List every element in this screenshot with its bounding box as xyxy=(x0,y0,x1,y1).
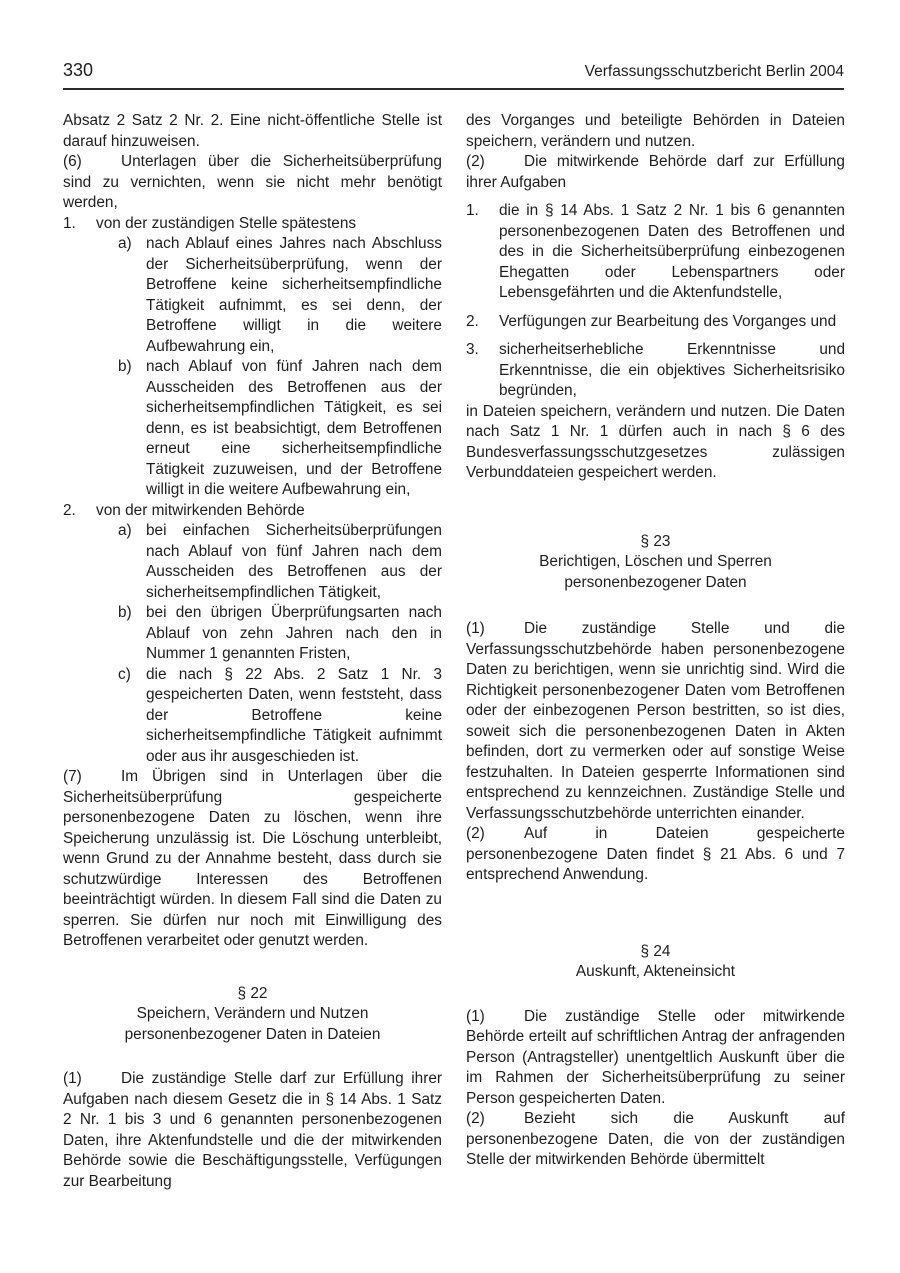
paragraph-text: Bezieht sich die Auskunft auf personenbezogene Daten, die von der zuständigen Stelle der mitwirkenden Behörde übermittelt xyxy=(466,1110,845,1168)
list-marker: b) xyxy=(118,604,132,621)
list-marker: a) xyxy=(118,235,132,252)
two-column-body xyxy=(0,90,900,1192)
list-item-text: die nach § 22 Abs. 2 Satz 1 Nr. 3 gespeicherten Daten, wenn feststeht, dass der Betroffene keine sicherheitsempfindliche Tätigkeit aufnimmt oder aus ihr ausgeschieden ist. xyxy=(146,665,442,765)
list-item-text: von der zuständigen Stelle spätestens xyxy=(96,214,357,232)
paragraph-abs6 xyxy=(63,152,442,214)
paragraph-22-abs1 xyxy=(63,1069,442,1192)
list-item-text: nach Ablauf von fünf Jahren nach dem Ausscheiden des Betroffenen aus der sicherheitsempfindlichen Tätigkeit, es sei denn, es ist beabsichtigt, dem Betroffenen erneut eine sicherheitsempfindliche Tätigkeit zuzuweisen, und der Betroffene willigt in die weitere Aufbewahrung ein, xyxy=(146,358,442,498)
section-title-line: Auskunft, Akteneinsicht xyxy=(575,963,736,980)
section-heading-23 xyxy=(466,532,845,594)
section-title-line: personenbezogener Daten in Dateien xyxy=(124,1025,381,1043)
list-item-2b xyxy=(118,603,442,665)
left-column xyxy=(63,111,442,1192)
list-item-1 xyxy=(466,201,845,304)
paragraph-number: (2) xyxy=(466,1110,485,1127)
list-marker: c) xyxy=(118,665,131,683)
paragraph-text: Die zuständige Stelle darf zur Erfüllung ihrer Aufgaben nach diesem Gesetz die in § 14 Abs. 1 Satz 2 Nr. 1 bis 3 und 6 genannten personenbezogenen Daten, ihre Aktenfundstelle und die der mitwirkenden Behörde sowie die Beschäftigungsstelle, Verfügungen zur Bearbeitung xyxy=(63,1070,442,1190)
section-title-line: personenbezogener Daten xyxy=(564,573,747,591)
paragraph-text: Im Übrigen sind in Unterlagen über die Sicherheitsüberprüfung gespeicherte personenbezogene Daten zu löschen, wenn ihre Speicherung unzulässig ist. Die Löschung unterbleibt, wenn Grund zu der Annahme besteht, dass durch sie schutzwürdige Interessen des Betroffenen beeinträchtigt würden. In diesem Fall sind die Daten zu sperren. Sie dürfen nur noch mit Einwilligung des Betroffenen verarbeitet oder genutzt werden. xyxy=(63,768,442,949)
section-heading-24 xyxy=(466,942,845,983)
list-item-1b xyxy=(118,357,442,501)
list-item-text: sicherheitserhebliche Erkenntnisse und Erkenntnisse, die ein objektives Sicherheitsrisiko begründen, xyxy=(499,341,845,399)
list-item-2 xyxy=(63,501,442,522)
section-title-line: Berichtigen, Löschen und Sperren xyxy=(539,553,772,570)
paragraph-number: (1) xyxy=(466,1007,485,1025)
paragraph-text: Die zuständige Stelle und die Verfassungsschutzbehörde haben personenbezogene Daten zu berichtigen, wenn sie unrichtig sind. Wird die Richtigkeit personenbezogener Daten vom Betroffenen oder der einbezogenen Person bestritten, so ist dies, soweit sich die personenbezogenen Daten in Akten befinden, dort zu vermerken oder auf sonstige Weise festzuhalten. In Dateien gesperrte Informationen sind entsprechend zu kennzeichnen. Zuständige Stelle und Verfassungsschutzbehörde unterrichten einander. xyxy=(466,620,845,822)
paragraph-number: (2) xyxy=(466,825,485,842)
paragraph-23-abs1 xyxy=(466,619,845,824)
right-column xyxy=(466,111,845,1192)
list-marker: 2. xyxy=(466,312,479,330)
list-item-text: bei den übrigen Überprüfungsarten nach Ablauf von zehn Jahren nach den in Nummer 1 genannten Fristen, xyxy=(146,604,442,662)
section-heading-22 xyxy=(63,984,442,1046)
list-item-text: die in § 14 Abs. 1 Satz 2 Nr. 1 bis 6 genannten personenbezogenen Daten des Betroffenen und des in die Sicherheitsüberprüfung einbezogenen Ehegatten oder Lebenspartners oder Lebensgefährten und die Aktenfundstelle, xyxy=(499,202,845,301)
page-header xyxy=(0,0,900,81)
section-title-line: Speichern, Verändern und Nutzen xyxy=(136,1005,369,1022)
paragraph-23-abs2 xyxy=(466,824,845,886)
paragraph-number: (2) xyxy=(466,153,485,170)
paragraph-text: Unterlagen über die Sicherheitsüberprüfung sind zu vernichten, wenn sie nicht mehr benötigt werden, xyxy=(63,153,442,211)
paragraph-continuation: des Vorganges und beteiligte Behörden in Dateien speichern, verändern und nutzen. xyxy=(466,112,845,150)
paragraph-number: (6) xyxy=(63,153,82,170)
list-item-1 xyxy=(63,214,442,235)
paragraph-text: Auf in Dateien gespeicherte personenbezogene Daten findet § 21 Abs. 6 und 7 entsprechend Anwendung. xyxy=(466,825,845,883)
paragraph-22-abs2 xyxy=(466,152,845,193)
list-marker: b) xyxy=(118,358,132,375)
paragraph-24-abs1 xyxy=(466,1007,845,1110)
list-item-text: nach Ablauf eines Jahres nach Abschluss der Sicherheitsüberprüfung, wenn der Betroffene keine sicherheitsempfindliche Tätigkeit aufnimmt, es sei denn, der Betroffene willigt in die weitere Aufbewahrung ein, xyxy=(146,235,442,355)
list-marker: 1. xyxy=(63,214,76,232)
list-item-text: von der mitwirkenden Behörde xyxy=(96,501,305,519)
page-number: 330 xyxy=(63,60,94,80)
paragraph-number: (7) xyxy=(63,768,82,785)
list-item-1a xyxy=(118,234,442,357)
section-number: § 22 xyxy=(237,984,268,1002)
paragraph-24-abs2 xyxy=(466,1109,845,1171)
list-item-2a xyxy=(118,521,442,603)
list-marker: a) xyxy=(118,522,132,539)
section-number: § 23 xyxy=(640,532,671,550)
list-marker: 3. xyxy=(466,341,479,358)
list-marker: 2. xyxy=(63,501,76,519)
paragraph-number: (1) xyxy=(466,620,485,637)
paragraph-after-list: in Dateien speichern, verändern und nutzen. Die Daten nach Satz 1 Nr. 1 dürfen auch in nach § 6 des Bundesverfassungsschutzgesetzes zulässigen Verbunddateien gespeichert werden. xyxy=(466,402,845,481)
list-item-3 xyxy=(466,340,845,402)
list-marker: 1. xyxy=(466,202,479,219)
report-title: Verfassungsschutzbericht Berlin 2004 xyxy=(584,63,844,80)
paragraph-text: Die mitwirkende Behörde darf zur Erfüllung ihrer Aufgaben xyxy=(466,153,845,191)
paragraph-number: (1) xyxy=(63,1070,82,1087)
list-item-text: bei einfachen Sicherheitsüberprüfungen nach Ablauf von fünf Jahren nach dem Ausscheiden des Betroffenen aus der sicherheitsempfindlichen Tätigkeit, xyxy=(146,522,442,601)
paragraph-text: Die zuständige Stelle oder mitwirkende Behörde erteilt auf schriftlichen Antrag der anfragenden Person (Antragsteller) unentgeltlich Auskunft über die im Rahmen der Sicherheitsüberprüfung zu seiner Person gespeicherten Daten. xyxy=(466,1007,845,1107)
paragraph-continuation: Absatz 2 Satz 2 Nr. 2. Eine nicht-öffentliche Stelle ist darauf hinzuweisen. xyxy=(63,112,442,150)
list-item-text: Verfügungen zur Bearbeitung des Vorganges und xyxy=(499,312,837,330)
paragraph-abs7 xyxy=(63,767,442,952)
section-number: § 24 xyxy=(640,942,671,960)
list-item-2c xyxy=(118,665,442,768)
list-item-2 xyxy=(466,312,845,333)
